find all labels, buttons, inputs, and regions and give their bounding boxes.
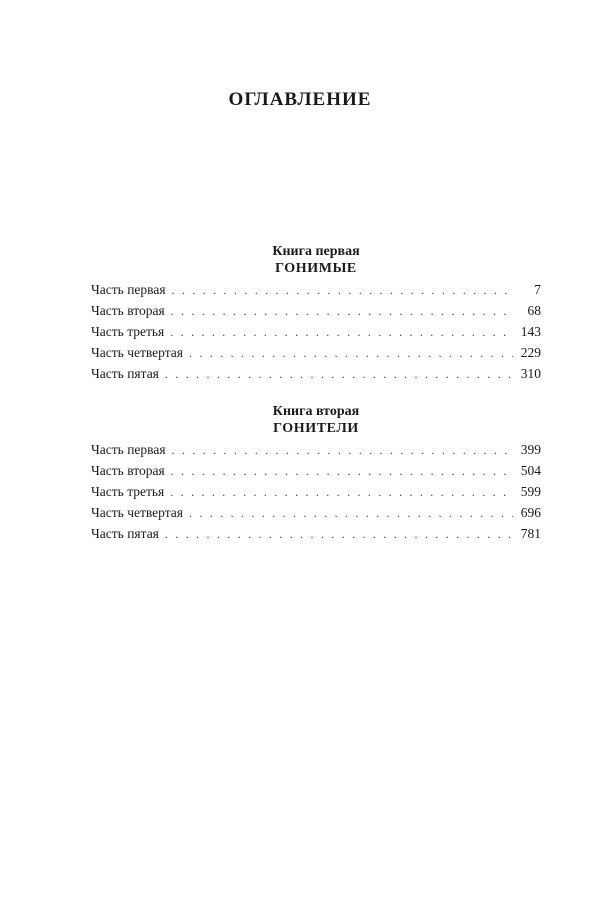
toc-entry — [91, 505, 541, 526]
book-title: ГОНИТЕЛИ — [273, 421, 359, 436]
book-label: Книга вторая — [272, 404, 360, 419]
dot-leader — [165, 527, 513, 542]
toc-entry-label: Часть вторая — [91, 303, 165, 318]
toc-entry-page: 781 — [520, 526, 541, 541]
toc-entry — [91, 366, 541, 387]
toc-entry-label: Часть четвертая — [91, 505, 183, 520]
toc-entry-page: 229 — [520, 345, 541, 360]
toc-entry-label: Часть вторая — [91, 463, 165, 478]
dot-leader — [189, 346, 513, 361]
toc-entry — [91, 324, 541, 345]
dot-leader — [172, 283, 513, 298]
toc-entry-page: 504 — [520, 463, 541, 478]
toc-entry-page: 399 — [520, 442, 541, 457]
toc-entry-label: Часть пятая — [91, 526, 159, 541]
page-title: ОГЛАВЛЕНИЕ — [228, 89, 372, 110]
toc-entry-page: 599 — [520, 484, 541, 499]
toc-entry — [91, 345, 541, 366]
dot-leader — [189, 506, 513, 521]
dot-leader — [165, 367, 513, 382]
dot-leader — [172, 443, 513, 458]
toc-entry — [91, 442, 541, 463]
toc-entry-label: Часть третья — [91, 484, 165, 499]
toc-list — [91, 282, 541, 387]
toc-entry-page: 696 — [520, 505, 541, 520]
toc-entry — [91, 282, 541, 303]
toc-entry-label: Часть пятая — [91, 366, 159, 381]
toc-entry — [91, 526, 541, 547]
book-section-1 — [91, 244, 541, 387]
book-section-2 — [91, 404, 541, 547]
toc-entry — [91, 463, 541, 484]
toc-entry-label: Часть третья — [91, 324, 165, 339]
toc-list — [91, 442, 541, 547]
toc-entry-page: 310 — [520, 366, 541, 381]
toc-entry-label: Часть первая — [91, 442, 166, 457]
dot-leader — [171, 464, 513, 479]
dot-leader — [170, 485, 513, 500]
toc-entry-page: 68 — [527, 303, 541, 318]
toc-entry — [91, 484, 541, 505]
toc-entry-page: 7 — [534, 282, 541, 297]
dot-leader — [171, 304, 513, 319]
toc-entry-label: Часть первая — [91, 282, 166, 297]
dot-leader — [170, 325, 513, 340]
toc-entry-label: Часть четвертая — [91, 345, 183, 360]
toc-entry-page: 143 — [520, 324, 541, 339]
book-label: Книга первая — [272, 244, 360, 259]
book-title: ГОНИМЫЕ — [275, 261, 357, 276]
toc-entry — [91, 303, 541, 324]
